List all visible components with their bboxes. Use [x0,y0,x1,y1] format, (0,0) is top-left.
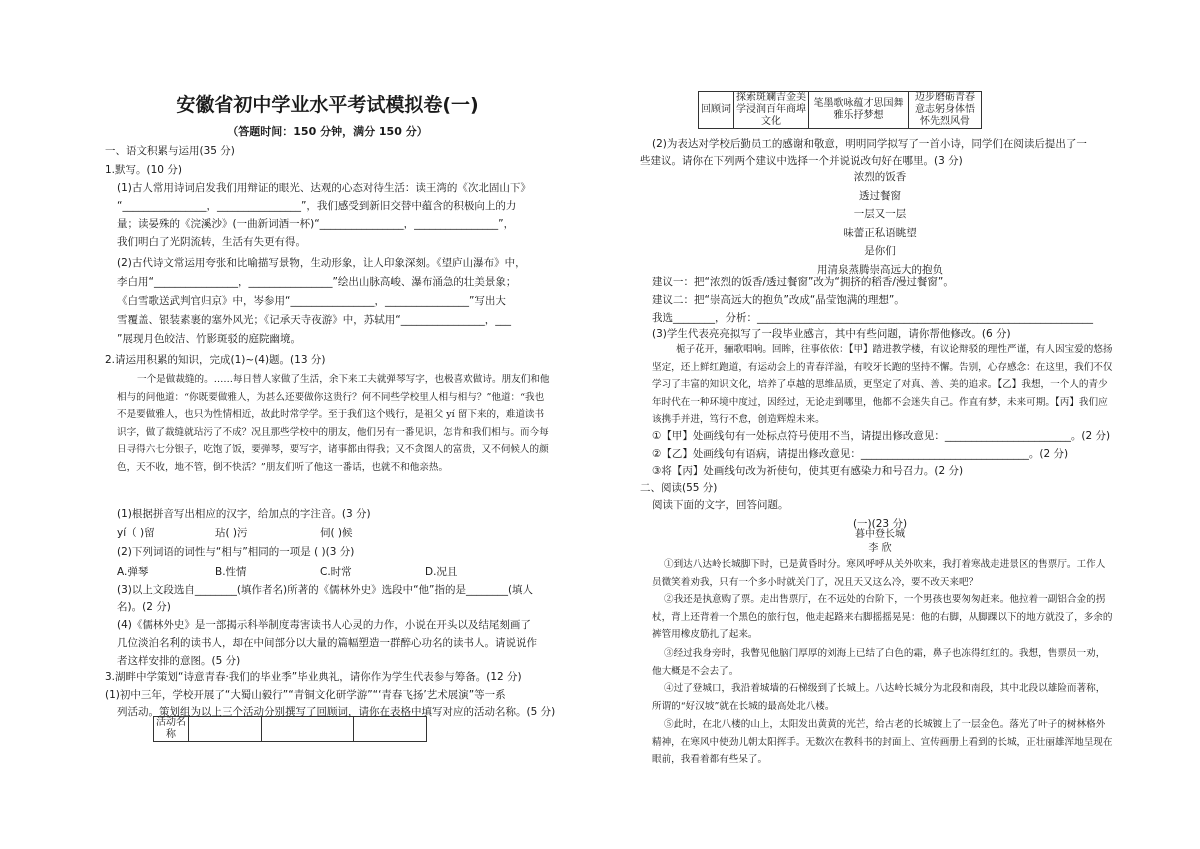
q2-1-prompt: (1)根据拼音写出相应的汉字，给加点的字注音。(3 分) [117,508,371,520]
essay-paragraph: ③经过我身旁时，我瞥见他脑门厚厚的刘海上已结了白色的霜，鼻子也冻得红红的。我想，售票员一劝，他大概是不会去了。 [652,648,1106,677]
q2-1-blank-b: 玷( )污 [215,527,248,539]
suggestion-2: 建议二：把“崇高远大的抱负”改成“晶莹饱满的理想”。 [652,294,905,306]
q3-3-item-1: ①【甲】处画线句有一处标点符号使用不当，请提出修改意见：________________________。(2 分) [652,430,1111,442]
poem-line: 是你们 [864,245,896,257]
q2-2-option-a: A.弹琴 [117,566,149,578]
q3-heading: 3.湖畔中学策划“诗意青春·我们的毕业季”毕业典礼，请你作为学生代表参与筹备。(12 分) [105,671,522,683]
poem-line: 透过餐窗 [859,189,901,202]
poem-line: 用清泉蒸腾崇高远大的抱负 [817,263,943,276]
q2-2-option-b: B.性情 [215,566,247,578]
q2-3-line: 名)。(2 分) [117,601,171,613]
essay-paragraph: ①到达八达岭长城脚下时，已是黄昏时分。寒风呼呼从关外吹来，我打着寒战走进景区的售票厅。工作人员微笑着劝我，只有一个多小时就关门了，况且天又这么冷，要不改天来吧？ [652,559,1106,588]
q3-2-line: 些建议。请你在下列两个建议中选择一个并说说改句好在哪里。(3 分) [640,155,963,167]
activity-table-header: 活动名称 [154,717,189,742]
q1-heading: 1.默写。(10 分) [105,164,182,176]
q1-1-line: “________________，________________”，我们感受到新旧交替中蕴含的积极向上的力 [117,200,517,212]
essay-paragraph: ⑤此时，在北八楼的山上，太阳发出黄黄的光芒，给古老的长城镀上了一层金色。落光了叶子的树林格外精神，在寒风中使劲儿朝太阳挥手。无数次在教科书的封面上、宣传画册上看到的长城，正壮丽雄浑地呈现在眼前，我看着都有些呆了。 [652,719,1113,765]
q3-1-line: (1)初中三年，学校开展了“大蜀山毅行”“青铜文化研学游”“‘青春飞扬’艺术展演”等一系 [105,689,506,701]
q2-1-blank-a: yí（ )留 [117,527,155,539]
q1-2-line: 雪覆盖、银装素裹的塞外风光；《记承天寺夜游》中，苏轼用“________________，___ [117,314,511,326]
poem-line: 味蕾正私语眺望 [843,226,917,239]
q1-2-line: (2)古代诗文常运用夸张和比喻描写景物，生动形象，让人印象深刻。《望庐山瀑布》中， [117,257,526,269]
q3-3-item-3: ③将【丙】处画线句改为祈使句，使其更有感染力和号召力。(2 分) [652,465,964,477]
q2-1-blank-c: 伺( )候 [320,527,353,539]
q2-2-prompt: (2)下列词语的词性与“相与”相同的一项是 ( )(3 分) [117,546,355,558]
q2-heading: 2.请运用积累的知识，完成(1)~(4)题。(13 分) [105,354,326,366]
essay-title: 暮中登长城 [855,529,905,540]
poem-line: 浓烈的饭香 [853,171,907,183]
q1-2-line: ”展现月色皎洁、竹影斑驳的庭院幽境。 [117,333,301,345]
q2-4-line: 几位淡泊名利的读书人，却在中间部分以大量的篇幅塑造一群醉心功名的读书人。请说说作 [117,637,537,649]
q2-4-line: 者这样安排的意图。(5 分) [117,655,241,667]
page-subtitle: （答题时间：150 分钟，满分 150 分） [227,125,428,138]
q1-2-line: 李白用“________________，________________”绘出山脉高峻、瀑布涌急的壮美景象； [117,276,517,288]
review-cell: 迈步磨砺青春意志躬身体悟怀先烈风骨 [909,92,982,129]
essay-author: 李 欣 [868,543,892,554]
q3-2-line: (2)为表达对学校后勤员工的感谢和敬意，明明同学拟写了一首小诗，同学们在阅读后提出了一 [652,138,1087,150]
q3-3-prompt: (3)学生代表亮亮拟写了一段毕业感言，其中有些问题，请你帮他修改。(6 分) [652,328,1011,340]
q2-2-option-d: D.况且 [425,566,458,578]
page-title: 安徽省初中学业水平考试模拟卷(一) [176,94,479,116]
q3-1-line: 列活动。策划组为以上三个活动分别撰写了回顾词，请你在表格中填写对应的活动名称。(5 分) [117,706,556,718]
passage-text: 一个是做裁缝的。……每日替人家做了生活，余下来工夫就弹琴写字，也极喜欢做诗。朋友们和他相与的问他道：“你既要做雅人，为甚么还要做你这贵行？何不同些学校里人相与相与？”他道：“我也不是要做雅人，也只为性情相近，故此时常学学。至于我们这个贱行，是祖父 yí 留下来的，难道读书识字，做了裁缝就玷污了不成？况且那些学校中的朋友，他们另有一番见识，怎肯和我们相与。而今每日寻得六七分银子，吃饱了饭，要弹琴，要写字，诸事都由得我；又不贪图人的富贵，又不伺候人的颜色，天不收，地不管，倒不快活？”朋友们听了他这一番话，也就不和他亲热。 [117,374,550,473]
suggestion-1: 建议一：把“浓烈的饭香/透过餐窗”改为“拥挤的稻香/漫过餐窗”。 [652,276,954,288]
essay-paragraph: ②我还是执意购了票。走出售票厅，在不远处的台阶下，一个男孩也要匆匆赶来。他拉着一副铝合金的拐杖，背上还背着一个黑色的旅行包，他走起路来右脚摇摇晃晃：他的右脚，从脚踝以下的地方就没了，多余的裤管用橡皮筋扎了起来。 [652,594,1113,640]
activity-answer-cell[interactable] [354,717,427,742]
review-cell: 笔墨歌咏蕴才思国舞雅乐抒梦想 [809,92,909,129]
q1-1-line: 量；读晏殊的《浣溪沙》(一曲新词酒一杯)“________________，________________”， [117,218,515,230]
activity-table [153,716,427,742]
q1-1-line: (1)古人常用诗词启发我们用辩证的眼光、达观的心态对待生活：读王湾的《次北固山下》 [117,182,531,194]
q3-3-item-2: ②【乙】处画线句有语病，请提出修改意见：________________________________。(2 分) [652,448,1069,460]
q2-4-line: (4)《儒林外史》是一部揭示科举制度毒害读书人心灵的力作，小说在开头以及结尾刻画了 [117,619,531,631]
part-1-heading: (一)(23 分) [852,518,908,530]
activity-answer-cell[interactable] [262,717,354,742]
review-table-label: 回顾词 [699,92,734,129]
section-1-heading: 一、语文积累与运用(35 分) [105,145,235,157]
poem-line: 一层又一层 [853,208,907,220]
reading-intro: 阅读下面的文字，回答问题。 [652,499,789,511]
choice-answer-line[interactable]: 我选________，分析：________________________________________________________________ [652,312,1093,324]
section-2-heading: 二、阅读(55 分) [640,482,718,494]
q2-3-line: (3)以上文段选自________(填作者名)所著的《儒林外史》选段中“他”指的是________(填人 [117,584,534,596]
activity-answer-cell[interactable] [189,717,262,742]
essay-paragraph: ④过了登城口，我沿着城墙的石梯级到了长城上。八达岭长城分为北段和南段，其中北段以雄险而著称，所谓的“好汉坡”就在长城的最高处北八楼。 [652,683,1106,712]
review-cell: 探索斑斓吉金美学浸润百年商埠文化 [734,92,809,129]
q1-1-line: 我们明白了光阴流转，生活有失更有得。 [117,236,306,248]
q1-2-line: 《白雪歌送武判官归京》中，岑参用“________________，________________”写出大 [117,295,506,307]
q2-2-option-c: C.时常 [320,566,352,578]
review-table [698,91,982,129]
speech-text: 栀子花开，骊歌唱响。回眸，往事依依：【甲】踏进教学楼，有议论辩驳的理性严谨，有人因宝爱的悠扬坚定，还上鲜红跑道，有运动会上的青春洋溢，有咬牙长跑的坚持不懈。告别，心存感念：在这里，我们不仅学习了丰富的知识文化，培养了卓越的思维品质，更坚定了对真、善、美的追求。【乙】我想，一个人的青少年时代在一种环境中度过，因经过，无论走到哪里，他都不会迷失自己。作直有梦，未来可期。【丙】我们应该携手并进，笃行不怠，创造辉煌未来。 [652,344,1113,425]
poem [640,168,1120,279]
